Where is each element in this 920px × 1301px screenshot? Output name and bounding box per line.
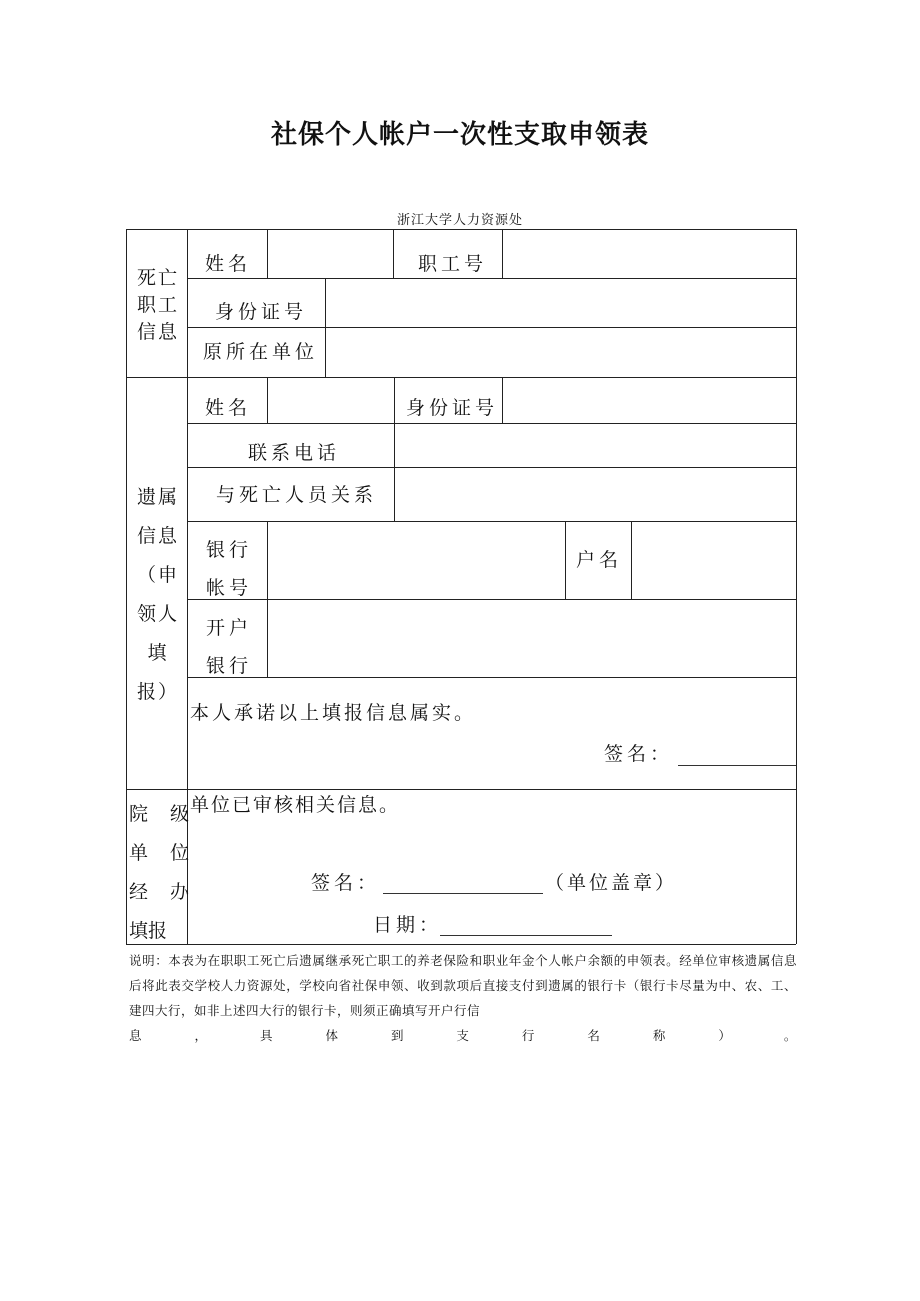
unit-signature-line: [383, 893, 543, 894]
unit-section-label-row: 院 级: [129, 803, 189, 825]
table-border-left: [126, 229, 127, 944]
row-divider: [187, 677, 796, 678]
cell-divider: [267, 521, 268, 677]
page-title: 社保个人帐户一次性支取申领表: [270, 120, 649, 150]
heir-relation-label: 与死亡人员关系: [216, 484, 378, 506]
row-divider: [187, 278, 796, 279]
deceased-id-card-label: 身份证号: [215, 301, 308, 323]
bank-label: 开户银行: [205, 617, 252, 677]
issuing-organization: 浙江大学人力资源处: [396, 213, 523, 228]
heir-signature-line: [678, 765, 796, 766]
cell-divider: [325, 278, 326, 377]
row-divider: [187, 521, 796, 522]
heir-name-label: 姓名: [205, 397, 252, 419]
deceased-name-label: 姓名: [205, 253, 252, 275]
row-divider: [187, 467, 796, 468]
row-divider: [187, 599, 796, 600]
table-border-bottom: [126, 944, 796, 945]
note-last-line: 息 ， 具 体 到 支 行 名 称 ） 。: [129, 1028, 797, 1043]
cell-divider: [502, 229, 503, 278]
cell-divider: [267, 377, 268, 423]
cell-divider: [394, 377, 395, 521]
unit-date-label: 日期：: [373, 914, 443, 936]
bank-account-label: 银行帐号: [205, 539, 252, 599]
explanatory-note: [129, 948, 797, 1048]
deceased-unit-label: 原所在单位: [203, 341, 319, 363]
unit-date-line: [440, 935, 612, 936]
unit-section-label: [129, 795, 189, 951]
row-divider: [187, 327, 796, 328]
heir-phone-label: 联系电话: [248, 442, 341, 464]
unit-section-label-row: 经 办: [129, 881, 189, 903]
deceased-section-label: 死亡职工信息: [136, 267, 179, 343]
unit-seal-label: （单位盖章）: [545, 872, 678, 894]
heir-id-card-label: 身份证号: [406, 397, 499, 419]
section-divider: [126, 377, 796, 378]
heir-section-label: 遗属信息（申领人填报）: [136, 486, 179, 703]
row-divider: [187, 423, 796, 424]
heir-signature-label: 签名：: [604, 743, 674, 765]
deceased-staff-id-label: 职工号: [418, 253, 488, 275]
cell-divider: [631, 521, 632, 599]
account-holder-label: 户名: [576, 549, 623, 571]
section-divider: [126, 789, 796, 790]
cell-divider: [267, 229, 268, 278]
unit-section-label-row: 单 位: [129, 842, 189, 864]
pledge-text: 本人承诺以上填报信息属实。: [190, 702, 477, 724]
table-border-top: [126, 229, 796, 230]
note-body: 说明：本表为在职职工死亡后遗属继承死亡职工的养老保险和职业年金个人帐户余额的申领表。经单位审核遗属信息后将此表交学校人力资源处，学校向省社保申领、收到款项后直接支付到遗属的银行卡（银行卡尽量为中、农、工、建四大行，如非上述四大行的银行卡，则须正确填写开户行信: [129, 953, 797, 1018]
table-border-right: [796, 229, 797, 944]
unit-signature-label: 签名：: [311, 872, 381, 894]
cell-divider: [502, 377, 503, 423]
cell-divider: [565, 521, 566, 599]
unit-reviewed-text: 单位已审核相关信息。: [190, 794, 401, 816]
unit-section-label-row: 填 报: [129, 920, 168, 942]
cell-divider: [393, 229, 394, 278]
